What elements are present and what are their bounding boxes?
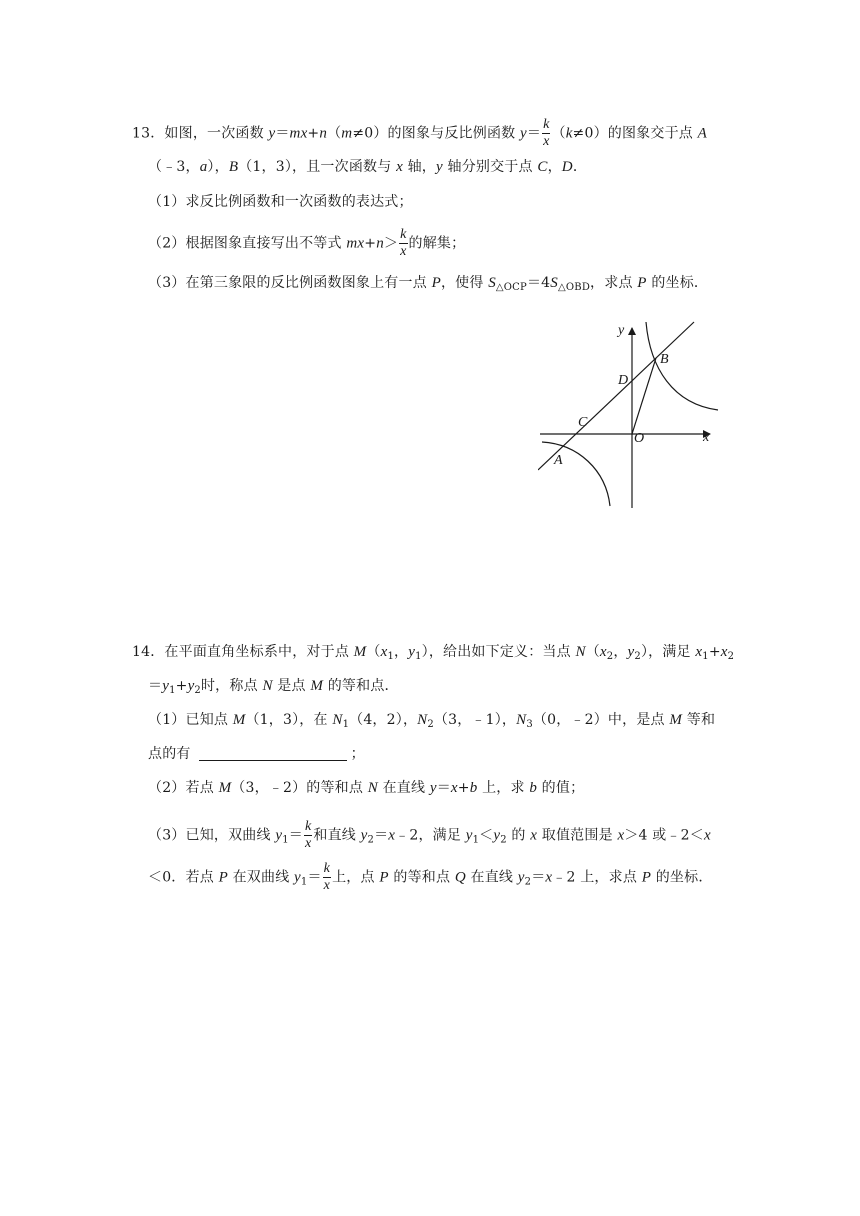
label-o: O: [634, 431, 645, 446]
answer-blank[interactable]: [199, 746, 347, 761]
q14-stem-line2: $=y_1+y_2$时，称点 N 是点 M 的等和点．: [148, 678, 399, 696]
q14-part1-line2: 点的有 ；: [148, 746, 365, 762]
q13-part1: （1）求反比例函数和一次函数的表达式；: [148, 194, 413, 210]
q13-part2: （2）根据图象直接写出不等式 mx+n＞ $\frac{k}{x}$ 的解集；: [148, 227, 466, 259]
fraction-k-over-x: $\frac{k}{x}$: [543, 117, 550, 149]
label-b: B: [660, 352, 669, 367]
label-d: D: [618, 373, 629, 388]
fraction-k-over-x: $\frac{k}{x}$: [304, 819, 312, 851]
q13-part3: （3）在第三象限的反比例函数图象上有一点 P，使得 $S_{\triangle OCP}=4S_{\triangle OBD}$，求点 P 的坐标．: [148, 275, 709, 293]
label-c: C: [578, 415, 588, 430]
fraction-k-over-x: $\frac{k}{x}$: [400, 227, 407, 259]
q14-part2: （2）若点 M（3，﹣2）的等和点 N 在直线 y＝x+b 上，求 b 的值；: [148, 780, 585, 796]
linear-function-line: [538, 322, 694, 470]
q14-part3-line1: （3）已知，双曲线 $y_1=$ $\frac{k}{x}$ 和直线 $y_2=x﹣2$，满足 $y_1<y_2$ 的 x 取值范围是 x＞4 或﹣2＜x: [148, 819, 711, 851]
q14-part1-line1: （1）已知点 M（1，3），在 $N_1(4$，2），$N_2(3$，﹣1），$N_3(0$，﹣2）中，是点 M 等和: [148, 712, 716, 730]
hyperbola-first-quadrant: [646, 322, 718, 410]
q13-function-graph: [538, 318, 724, 512]
q14-stem-line1: 14．在平面直角坐标系中，对于点 $M(x_1$，$y_1$），给出如下定义：当点 $N(x_2$，$y_2$），满足 $x_1+x_2$: [132, 644, 735, 662]
q14-part3-line2: ＜0．若点 P 在双曲线 $y_1=$ $\frac{k}{x}$ 上，点 P 的等和点 Q 在直线 $y_2=x﹣2$ 上，求点 P 的坐标．: [148, 861, 713, 893]
label-y: y: [618, 323, 625, 338]
label-a: A: [554, 453, 563, 468]
q13-stem-line2: （﹣3，a），B（1，3），且一次函数与 x 轴，y 轴分别交于点 C，D．: [148, 159, 588, 175]
label-x: x: [703, 430, 710, 445]
fraction-k-over-x: $\frac{k}{x}$: [323, 861, 331, 893]
q13-stem-line1: 13．如图，一次函数 y＝mx+n（m≠0）的图象与反比例函数 y＝ $\frac{k}{x}$ （k≠0）的图象交于点 A: [132, 117, 708, 149]
hyperbola-third-quadrant: [542, 442, 610, 506]
